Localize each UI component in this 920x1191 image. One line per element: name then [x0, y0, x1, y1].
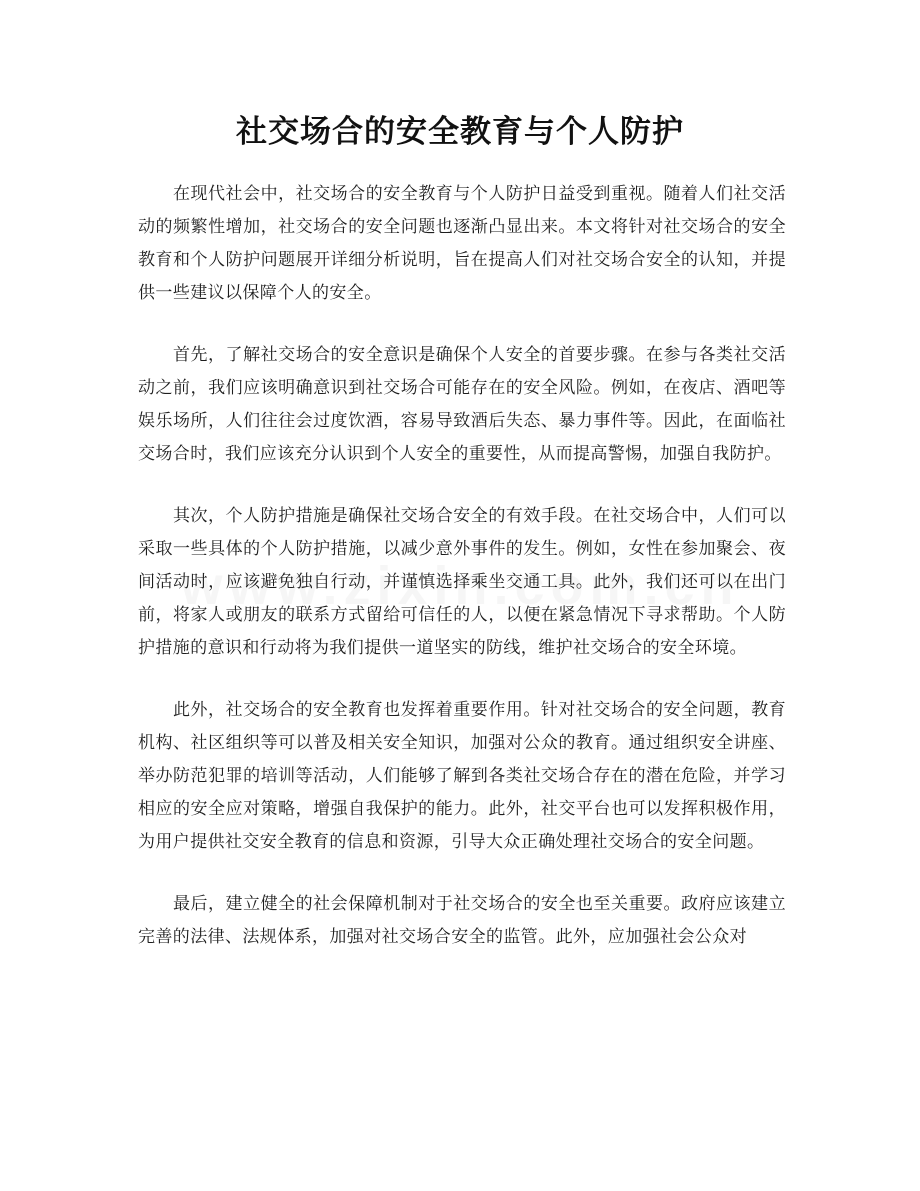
paragraph-safety-awareness: 首先，了解社交场合的安全意识是确保个人安全的首要步骤。在参与各类社交活动之前，我们应该明确意识到社交场合可能存在的安全风险。例如，在夜店、酒吧等娱乐场所，人们往往会过度饮酒，容易导致酒后失态、暴力事件等。因此，在面临社交场合时，我们应该充分认识到个人安全的重要性，从而提高警惕，加强自我防护。: [138, 345, 786, 464]
paragraph-personal-protection: 其次，个人防护措施是确保社交场合安全的有效手段。在社交场合中，人们可以采取一些具体的个人防护措施，以减少意外事件的发生。例如，女性在参加聚会、夜间活动时，应该避免独自行动，并谨慎选择乘坐交通工具。此外，我们还可以在出门前，将家人或朋友的联系方式留给可信任的人，以便在紧急情况下寻求帮助。个人防护措施的意识和行动将为我们提供一道坚实的防线，维护社交场合的安全环境。: [138, 506, 786, 658]
document-title: 社交场合的安全教育与个人防护: [236, 114, 684, 150]
paragraph-intro: 在现代社会中，社交场合的安全教育与个人防护日益受到重视。随着人们社交活动的频繁性增加，社交场合的安全问题也逐渐凸显出来。本文将针对社交场合的安全教育和个人防护问题展开详细分析说明，旨在提高人们对社交场合安全的认知，并提供一些建议以保障个人的安全。: [138, 184, 786, 303]
document-body: [138, 178, 786, 983]
paragraph-safety-education: 此外，社交场合的安全教育也发挥着重要作用。针对社交场合的安全问题，教育机构、社区组织等可以普及相关安全知识，加强对公众的教育。通过组织安全讲座、举办防范犯罪的培训等活动，人们能够了解到各类社交场合存在的潜在危险，并学习相应的安全应对策略，增强自我保护的能力。此外，社交平台也可以发挥积极作用，为用户提供社交安全教育的信息和资源，引导大众正确处理社交场合的安全问题。: [138, 700, 786, 852]
paragraph-social-security: 最后，建立健全的社会保障机制对于社交场合的安全也至关重要。政府应该建立完善的法律、法规体系，加强对社交场合安全的监管。此外，应加强社会公众对: [138, 894, 786, 947]
